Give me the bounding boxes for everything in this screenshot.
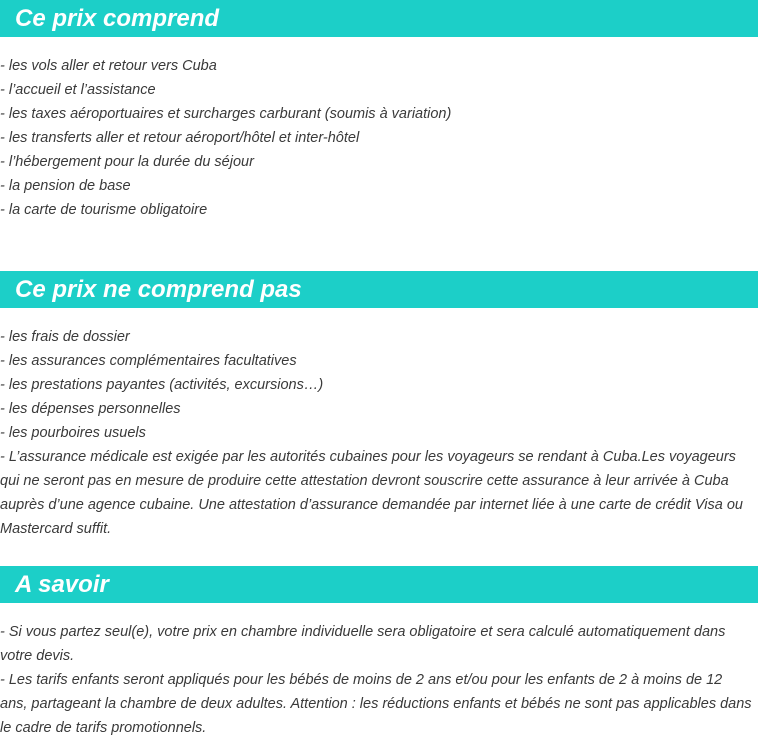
section-header (0, 566, 758, 603)
section-price-excludes (0, 271, 758, 541)
list-item: - les assurances complémentaires facultatives (0, 353, 297, 369)
list-item: - les prestations payantes (activités, excursions…) (0, 377, 324, 393)
list-item: - la carte de tourisme obligatoire (0, 202, 208, 218)
section-price-includes (0, 0, 758, 222)
section-good-to-know (0, 566, 758, 740)
list-item: - les frais de dossier (0, 329, 130, 345)
section-list (0, 54, 758, 222)
section-title: Ce prix comprend (15, 5, 220, 32)
list-item: - les pourboires usuels (0, 425, 146, 441)
list-item: - Les tarifs enfants seront appliqués pour les bébés de moins de 2 ans et/ou pour les enfants de 2 à moins de 12 ans, partageant la chambre de deux adultes. Attention : les réductions enfants et bébés ne sont pas applicables dans le cadre de tarifs promotionnels. (0, 672, 752, 736)
list-item: - l’hébergement pour la durée du séjour (0, 154, 254, 170)
section-title: A savoir (15, 571, 109, 598)
list-item: - L’assurance médicale est exigée par les autorités cubaines pour les voyageurs se rendant à Cuba.Les voyageurs qui ne seront pas en mesure de produire cette attestation devront souscrire cette assurance à leur arrivée à Cuba auprès d’une agence cubaine. Une attestation d’assurance demandée par internet liée à une carte de crédit Visa ou Mastercard suffit. (0, 449, 743, 537)
list-item: - la pension de base (0, 178, 131, 194)
section-list (0, 325, 758, 541)
section-title: Ce prix ne comprend pas (15, 276, 302, 303)
list-item: - Si vous partez seul(e), votre prix en chambre individuelle sera obligatoire et sera calculé automatiquement dans votre devis. (0, 624, 726, 664)
section-header (0, 0, 758, 37)
list-item: - les dépenses personnelles (0, 401, 181, 417)
list-item: - les taxes aéroportuaires et surcharges carburant (soumis à variation) (0, 106, 452, 122)
section-list (0, 620, 758, 740)
list-item: - l’accueil et l’assistance (0, 82, 156, 98)
list-item: - les transferts aller et retour aéroport/hôtel et inter-hôtel (0, 130, 360, 146)
list-item: - les vols aller et retour vers Cuba (0, 58, 217, 74)
section-header (0, 271, 758, 308)
